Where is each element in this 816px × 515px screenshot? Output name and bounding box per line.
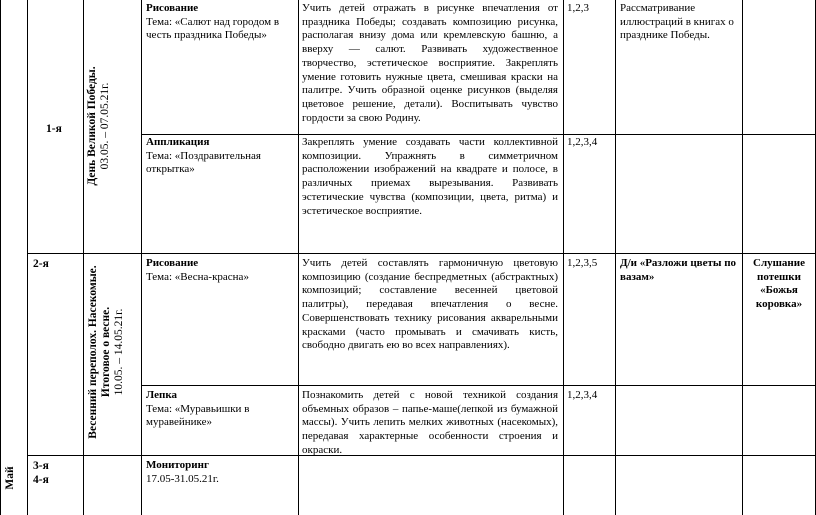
activity-dates: 17.05-31.05.21г. [146, 472, 219, 485]
theme-dates: 03.05. – 07.05.21г. [99, 82, 111, 170]
activity-cell [146, 2, 294, 43]
activity-type: Рисование [146, 257, 199, 269]
activity-type: Лепка [146, 389, 178, 401]
week-number: 1-я [46, 123, 62, 135]
activity-extra: Д/и «Разложи цветы по вазам» [620, 257, 737, 283]
grid-line [615, 0, 616, 515]
grid-line [27, 0, 28, 515]
activity-methods: 1,2,3 [567, 2, 589, 14]
activity-topic: Тема: «Муравьишки в муравейнике» [146, 402, 250, 429]
activity-goals: Учить детей составлять гармоничную цветовую композицию (создание беспредметных (абстрактных) композиций; составление весенней цветовой палитры), передавая впечатления о весне. Совершенствовать технику рисования акварельными красками (часто промывать и смачивать кисть, свободно двигать ею во всех направлениях). [302, 257, 558, 352]
theme-subtitle: Итоговое о весне. [100, 306, 112, 398]
activity-goals: Учить детей отражать в рисунке впечатления от праздника Победы; создавать композицию рисунка, располагая внизу дома или кремлевскую башню, а вверху — салют. Развивать художественное творчество, эстетическое восприятие. Закреплять умение готовить нужные цвета, смешивая краски на палитре. Учить образной оценке рисунков (выделяя цветовое решение, детали). Воспитывать чувство гордости за свою Родину. [302, 2, 558, 124]
activity-topic: Тема: «Весна-красна» [146, 270, 249, 283]
grid-line [0, 0, 1, 515]
activity-methods: 1,2,3,4 [567, 389, 598, 401]
activity-type: Мониторинг [146, 459, 209, 471]
week-theme [87, 257, 126, 447]
activity-cell [146, 257, 294, 284]
grid-line [141, 134, 816, 135]
activity-topic: Тема: «Салют над городом в честь праздника Победы» [146, 15, 280, 42]
activity-topic: Тема: «Поздравительная открытка» [146, 149, 261, 176]
grid-line [563, 0, 564, 515]
activity-methods: 1,2,3,5 [567, 257, 598, 269]
activity-methods: 1,2,3,4 [567, 136, 598, 148]
grid-line [141, 0, 142, 515]
week-theme [86, 56, 112, 196]
activity-cell [146, 389, 294, 430]
theme-title: День Великой Победы. [86, 66, 98, 186]
activity-extra: Рассматривание иллюстраций в книгах о празднике Победы. [620, 2, 734, 42]
activity-cell [146, 459, 294, 486]
activity-type: Рисование [146, 2, 199, 14]
grid-line [298, 0, 299, 515]
month-label: Май [4, 466, 16, 490]
theme-title: Весенний переполох. Насекомые. [87, 265, 99, 439]
grid-line [27, 253, 816, 254]
theme-dates: 10.05. – 14.05.21г. [113, 308, 125, 396]
week-number: 2-я [33, 258, 49, 270]
activity-type: Аппликация [146, 136, 210, 148]
activity-goals: Закреплять умение создавать части коллективной композиции. Упражнять в симметричном расположении изображений на квадрате и полосе, в различных приемах вырезывания. Развивать эстетические чувства (композиции, цвета, ритма) и эстетическое восприятие. [302, 136, 558, 217]
activity-cell [146, 136, 294, 177]
grid-line [83, 0, 84, 515]
activity-extra-2: Слушание потешки «Божья коровка» [753, 257, 805, 311]
activity-goals: Познакомить детей с новой техникой создания объемных образов – папье-маше(лепкой из бумажной массы). Учить лепить мелких животных (насекомых), передавая характерные особенности строения и окраски. [302, 389, 558, 456]
week-number: 3-я 4-я [33, 460, 49, 486]
grid-line [742, 0, 743, 515]
grid-line [141, 385, 816, 386]
